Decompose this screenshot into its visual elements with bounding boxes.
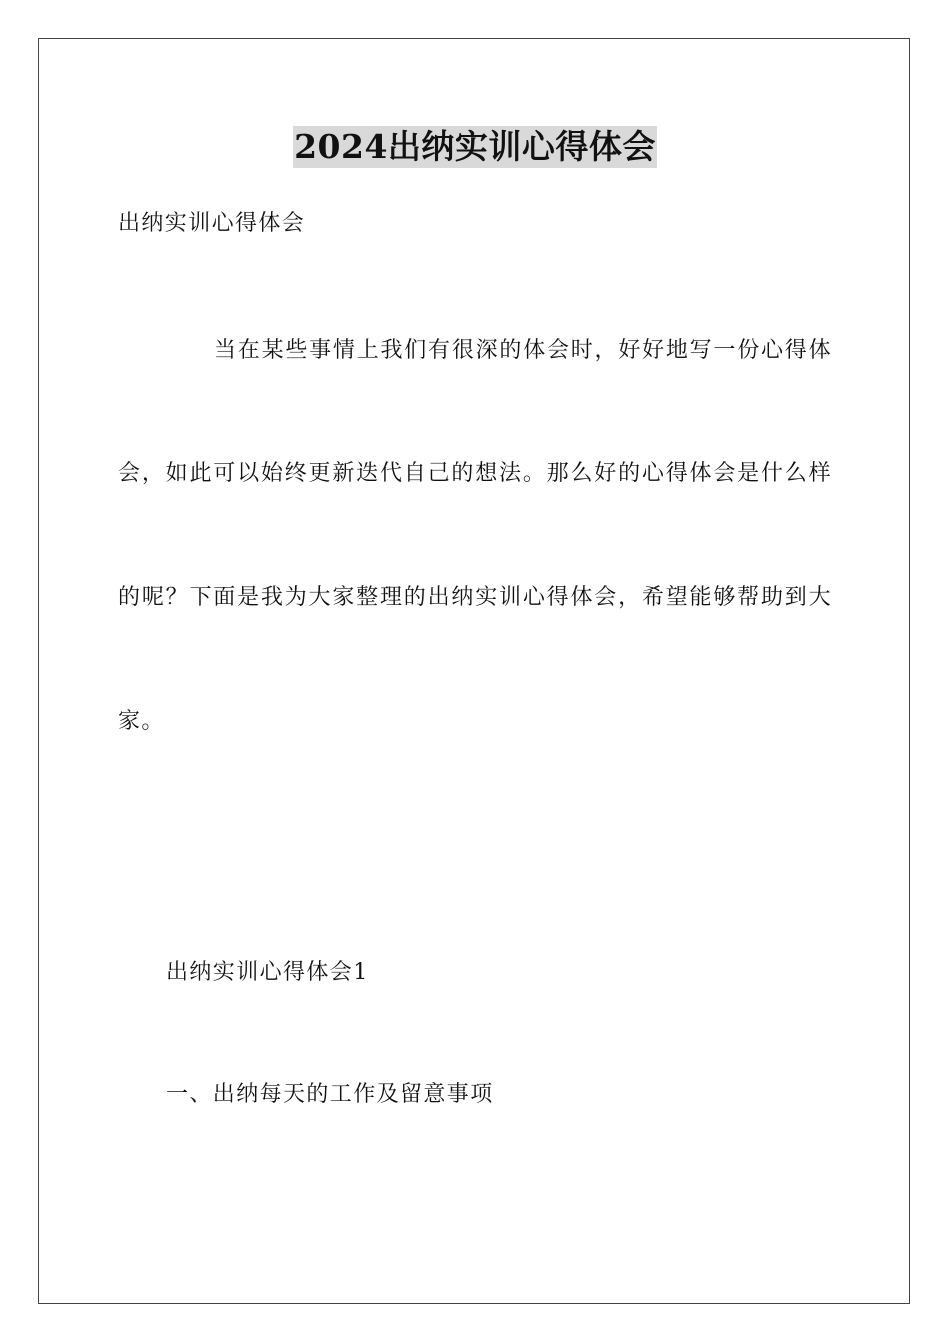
intro-paragraph-line: 会，如此可以始终更新迭代自己的想法。那么好的心得体会是什么样 <box>118 461 832 486</box>
section-heading: 出纳实训心得体会1 <box>166 960 369 985</box>
intro-paragraph-line: 当在某些事情上我们有很深的体会时，好好地写一份心得体 <box>214 338 832 363</box>
document-subtitle: 出纳实训心得体会 <box>118 211 306 236</box>
list-item-heading: 一、出纳每天的工作及留意事项 <box>166 1082 494 1107</box>
document-title-container <box>0 126 950 168</box>
intro-paragraph-line: 的呢？下面是我为大家整理的出纳实训心得体会，希望能够帮助到大 <box>118 585 832 610</box>
intro-paragraph-line: 家。 <box>118 709 165 734</box>
document-title: 2024出纳实训心得体会 <box>294 127 656 166</box>
